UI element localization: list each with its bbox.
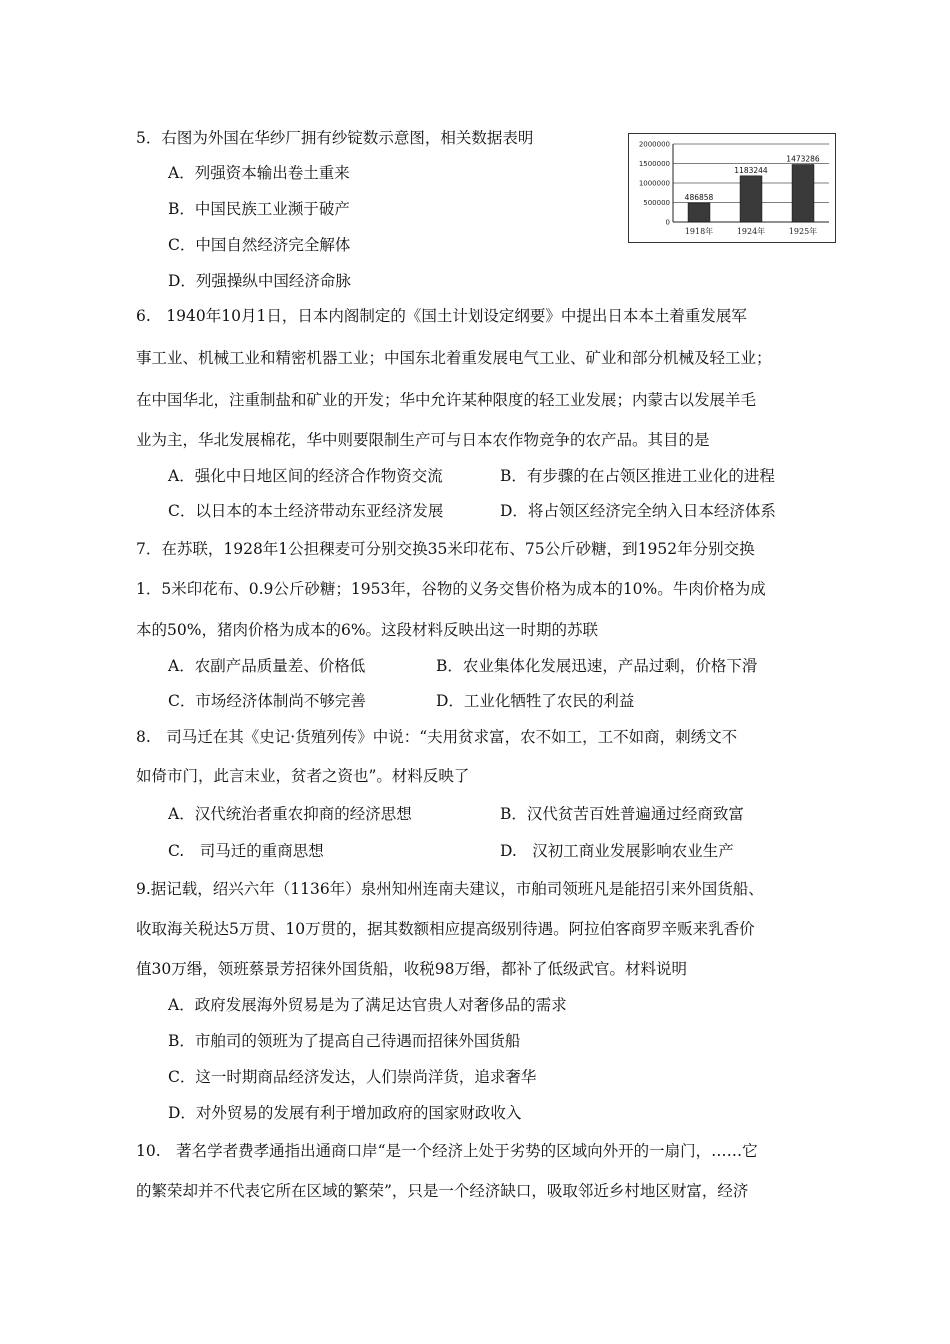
y-tick-label: 2000000 xyxy=(638,140,670,149)
y-tick-label: 0 xyxy=(665,218,670,227)
q9-option-a: A．政府发展海外贸易是为了满足达官贵人对奢侈品的需求 xyxy=(168,996,567,1014)
bar xyxy=(740,176,762,222)
q8-line-1: 8. 司马迁在其《史记·货殖列传》中说：“夫用贫求富，农不如工，工不如商，刺绣文不 xyxy=(136,728,738,746)
q5-option-c: C．中国自然经济完全解体 xyxy=(168,236,351,254)
q7-option-d: D．工业化牺牲了农民的利益 xyxy=(436,692,635,710)
q6-option-d: D．将占领区经济完全纳入日本经济体系 xyxy=(500,502,776,520)
q8-option-c: C. 司马迁的重商思想 xyxy=(168,842,324,860)
q6-option-c: C．以日本的本土经济带动东亚经济发展 xyxy=(168,502,444,520)
q6-option-b: B．有步骤的在占领区推进工业化的进程 xyxy=(500,467,775,485)
bar xyxy=(688,203,710,222)
q5-option-d: D．列强操纵中国经济命脉 xyxy=(168,272,351,290)
q9-option-c: C．这一时期商品经济发达，人们崇尚洋货，追求奢华 xyxy=(168,1068,537,1086)
q9-line-3: 值30万缗，领班蔡景芳招徕外国货船，收税98万缗，都补了低级武官。材料说明 xyxy=(136,960,687,978)
q5-option-a: A．列强资本输出卷土重来 xyxy=(168,164,350,182)
y-tick-label: 1500000 xyxy=(638,160,670,168)
q7-option-a: A．农副产品质量差、价格低 xyxy=(168,657,366,675)
q5-option-b: B．中国民族工业濒于破产 xyxy=(168,200,350,218)
q9-option-d: D．对外贸易的发展有利于增加政府的国家财政收入 xyxy=(168,1104,522,1122)
q7-line-1: 7．在苏联，1928年1公担稞麦可分别交换35米印花布、75公斤砂糖，到1952年分别交换 xyxy=(136,540,755,558)
spindle-bar-chart xyxy=(628,133,836,243)
x-tick-label: 1924年 xyxy=(736,227,766,236)
q6-option-a: A．强化中日地区间的经济合作物资交流 xyxy=(168,467,443,485)
q8-line-2: 如倚市门，此言末业，贫者之资也”。材料反映了 xyxy=(136,767,470,785)
q6-line-3: 在中国华北，注重制盐和矿业的开发；华中允许某种限度的轻工业发展；内蒙古以发展羊毛 xyxy=(136,391,757,409)
bar-value-label: 1183244 xyxy=(734,165,768,175)
q7-line-2: 1．5米印花布、0.9公斤砂糖；1953年，谷物的义务交售价格为成本的10%。牛肉价格为成 xyxy=(136,580,766,598)
q7-option-c: C．市场经济体制尚不够完善 xyxy=(168,692,366,710)
q9-option-b: B．市舶司的领班为了提高自己待遇而招徕外国货船 xyxy=(168,1032,521,1050)
q9-line-1: 9.据记载，绍兴六年（1136年）泉州知州连南夫建议，市舶司领班凡是能招引来外国货船、 xyxy=(136,880,764,898)
q7-option-b: B．农业集体化发展迅速，产品过剩，价格下滑 xyxy=(436,657,758,675)
q5-stem: 5．右图为外国在华纱厂拥有纱锭数示意图，相关数据表明 xyxy=(136,129,534,147)
q8-option-b: B．汉代贫苦百姓普遍通过经商致富 xyxy=(500,805,744,823)
y-tick-label: 500000 xyxy=(643,199,670,207)
bar xyxy=(792,165,814,222)
q6-line-4: 业为主，华北发展棉花，华中则要限制生产可与日本农作物竞争的农产品。其目的是 xyxy=(136,431,710,449)
q10-line-1: 10. 著名学者费孝通指出通商口岸“是一个经济上处于劣势的区域向外开的一扇门，……它 xyxy=(136,1142,758,1160)
y-tick-label: 1000000 xyxy=(638,179,670,188)
q10-line-2: 的繁荣却并不代表它所在区域的繁荣”，只是一个经济缺口，吸取邻近乡村地区财富，经济 xyxy=(136,1182,749,1200)
q7-line-3: 本的50%，猪肉价格为成本的6%。这段材料反映出这一时期的苏联 xyxy=(136,621,599,639)
x-tick-label: 1925年 xyxy=(788,227,818,236)
chart-canvas xyxy=(629,134,835,242)
q9-line-2: 收取海关税达5万贯、10万贯的，据其数额相应提高级别待遇。阿拉伯客商罗辛贩来乳香价 xyxy=(136,920,755,938)
q6-line-1: 6. 1940年10月1日，日本内阁制定的《国土计划设定纲要》中提出日本本土着重发展军 xyxy=(136,307,747,325)
q8-option-a: A．汉代统治者重农抑商的经济思想 xyxy=(168,805,412,823)
x-tick-label: 1918年 xyxy=(684,227,714,236)
q8-option-d: D. 汉初工商业发展影响农业生产 xyxy=(500,842,734,860)
bar-value-label: 486858 xyxy=(684,193,714,203)
q6-line-2: 事工业、机械工业和精密机器工业；中国东北着重发展电气工业、矿业和部分机械及轻工业； xyxy=(136,349,772,367)
bar-value-label: 1473286 xyxy=(786,154,820,164)
